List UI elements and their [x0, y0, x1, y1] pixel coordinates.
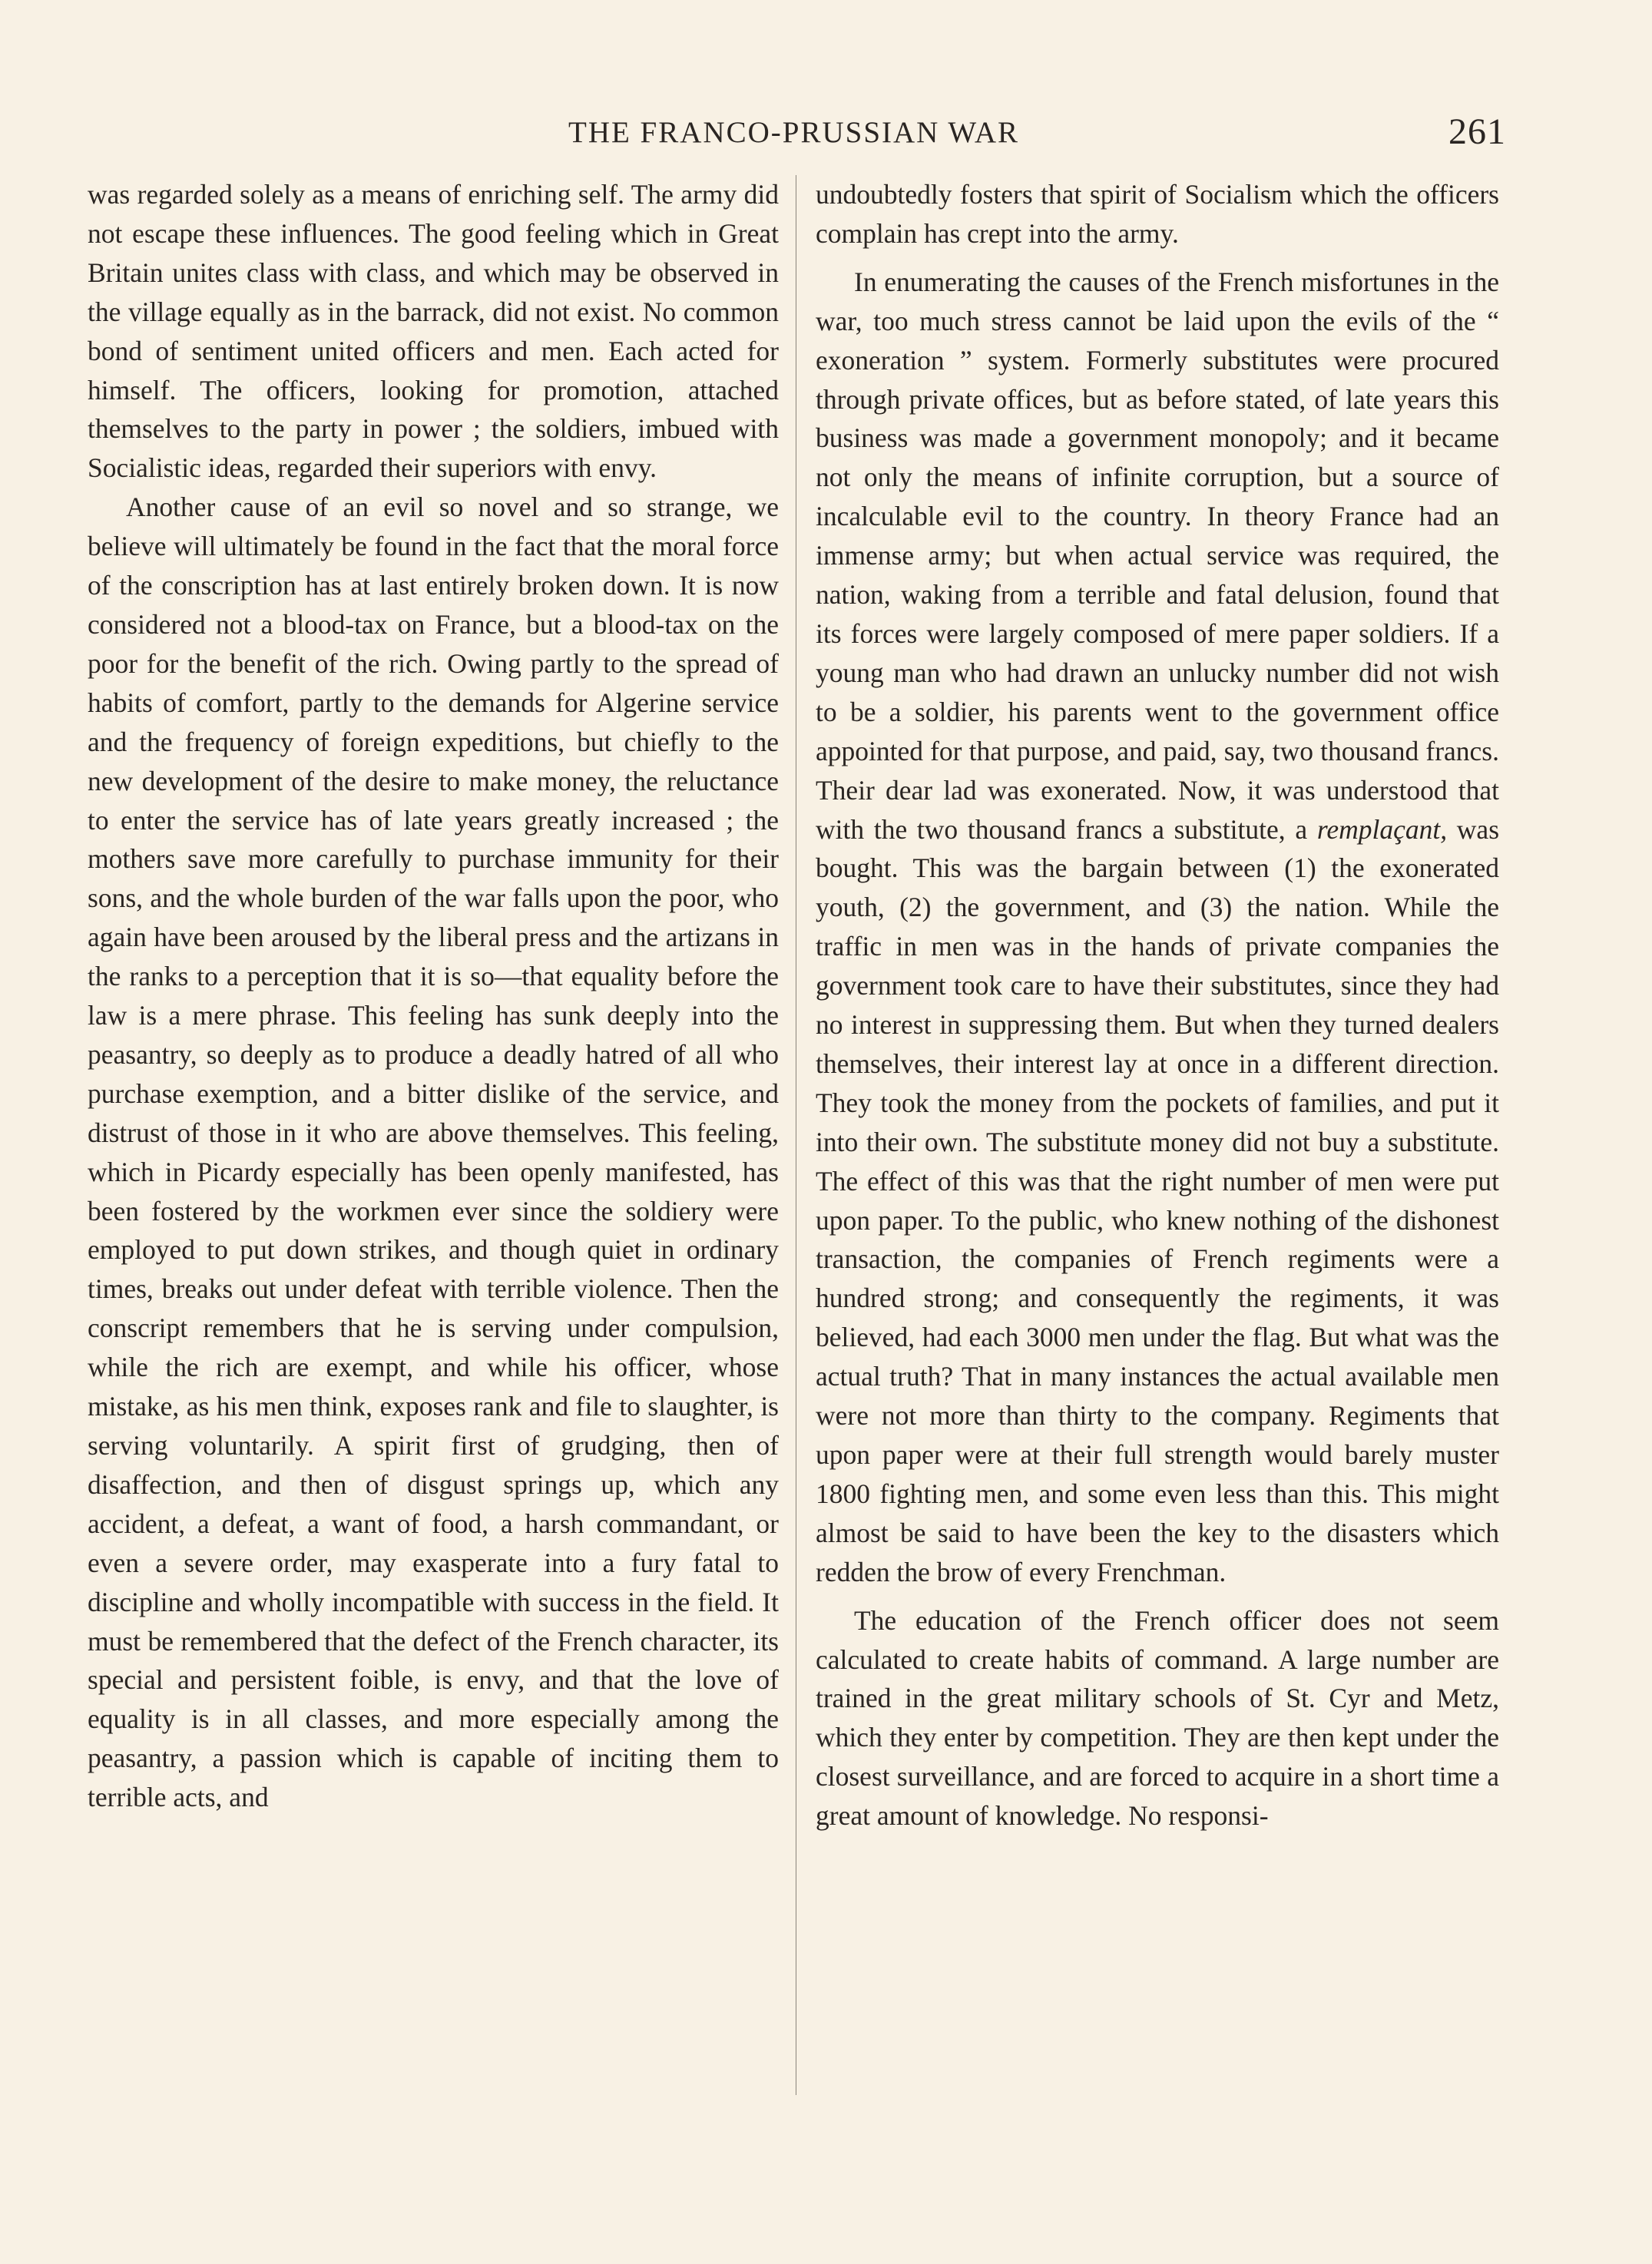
right-column: [816, 175, 1499, 1835]
left-column: [88, 175, 779, 1817]
right-paragraph-2-text-a: In enumerating the causes of the French misfortunes in the war, too much stress cannot be laid upon the evils of the “ exoneration ” system. Formerly substitutes were procured through private offices, but as before stated, of late years this business was made a government monopoly; and it became not only the means of infinite corruption, but a source of incalculable evil to the country. In theory France had an immense army; but when actual service was required, the nation, waking from a terrible and fatal delusion, found that its forces were largely composed of mere paper soldiers. If a young man who had drawn an unlucky number did not wish to be a soldier, his parents went to the government office appointed for that purpose, and paid, say, two thousand francs. Their dear lad was exonerated. Now, it was understood that with the two thousand francs a substitute, a: [816, 266, 1499, 845]
right-paragraph-1: undoubtedly fosters that spirit of Socialism which the officers complain has crept into the army.: [816, 179, 1499, 249]
left-paragraph-2: Another cause of an evil so novel and so strange, we believe will ultimately be found in the fact that the moral force of the conscription has at last entirely broken down. It is now considered not a blood-tax on France, but a blood-tax on the poor for the benefit of the rich. Owing partly to the spread of habits of comfort, partly to the demands for Algerine service and the frequency of foreign expeditions, but chiefly to the new development of the desire to make money, the reluctance to enter the service has of late years greatly increased ; the mothers save more carefully to purchase immunity for their sons, and the whole burden of the war falls upon the poor, who again have been aroused by the liberal press and the artizans in the ranks to a perception that it is so—that equality before the law is a mere phrase. This feeling has sunk deeply into the peasantry, so deeply as to produce a deadly hatred of all who purchase exemption, and a bitter dislike of the service, and distrust of those in it who are above themselves. This feeling, which in Picardy especially has been openly manifested, has been fostered by the workmen ever since the soldiery were employed to put down strikes, and though quiet in ordinary times, breaks out under defeat with terrible violence. Then the conscript remembers that he is serving under compulsion, while the rich are exempt, and while his officer, whose mistake, as his men think, exposes rank and file to slaughter, is serving voluntarily. A spirit first of grudging, then of disaffection, and then of disgust springs up, which any accident, a defeat, a want of food, a harsh commandant, or even a severe order, may exasperate into a fury fatal to discipline and wholly incompatible with success in the field. It must be remembered that the defect of the French character, its special and persistent foible, is envy, and that the love of equality is in all classes, and more especially among the peasantry, a passion which is capable of inciting them to terrible acts, and: [88, 492, 779, 1813]
page-number: 261: [1448, 111, 1506, 152]
right-paragraph-2-text-b: was bought. This was the bargain between (1) the exonerated youth, (2) the government, and (3) the nation. While the traffic in men was in the hands of private companies the government took care to have their substitutes, since they had no interest in suppressing them. But when they turned dealers themselves, their interest lay at once in a different direction. They took the money from the pockets of families, and put it into their own. The substitute money did not buy a substitute. The effect of this was that the right number of men were put upon paper. To the public, who knew nothing of the dishonest transaction, the companies of French regiments were a hundred strong; and consequently the regiments, it was believed, had each 3000 men under the flag. But what was the actual truth? That in many instances the actual available men were not more than thirty to the company. Regiments that upon paper were at their full strength would barely muster 1800 fighting men, and some even less than this. This might almost be said to have been the key to the disasters which redden the brow of every Frenchman.: [816, 813, 1500, 1587]
left-paragraph-1: was regarded solely as a means of enriching self. The army did not escape these influences. The good feeling which in Great Britain unites class with class, and which may be observed in the village equally as in the barrack, did not exist. No common bond of sentiment united officers and men. Each acted for himself. The officers, looking for promotion, attached themselves to the party in power ; the soldiers, imbued with Socialistic ideas, regarded their superiors with envy.: [88, 179, 779, 484]
running-head: [0, 111, 1652, 161]
right-paragraph-3: The education of the French officer does not seem calculated to create habits of command. A large number are trained in the great military schools of St. Cyr and Metz, which they enter by competition. They are then kept under the closest surveillance, and are forced to acquire in a short time a great amount of knowledge. No responsi-: [816, 1604, 1499, 1832]
right-paragraph-2: [816, 263, 1499, 1592]
running-title: THE FRANCO-PRUSSIAN WAR: [568, 116, 1020, 149]
italic-term-remplacant: remplaçant,: [1316, 813, 1448, 845]
